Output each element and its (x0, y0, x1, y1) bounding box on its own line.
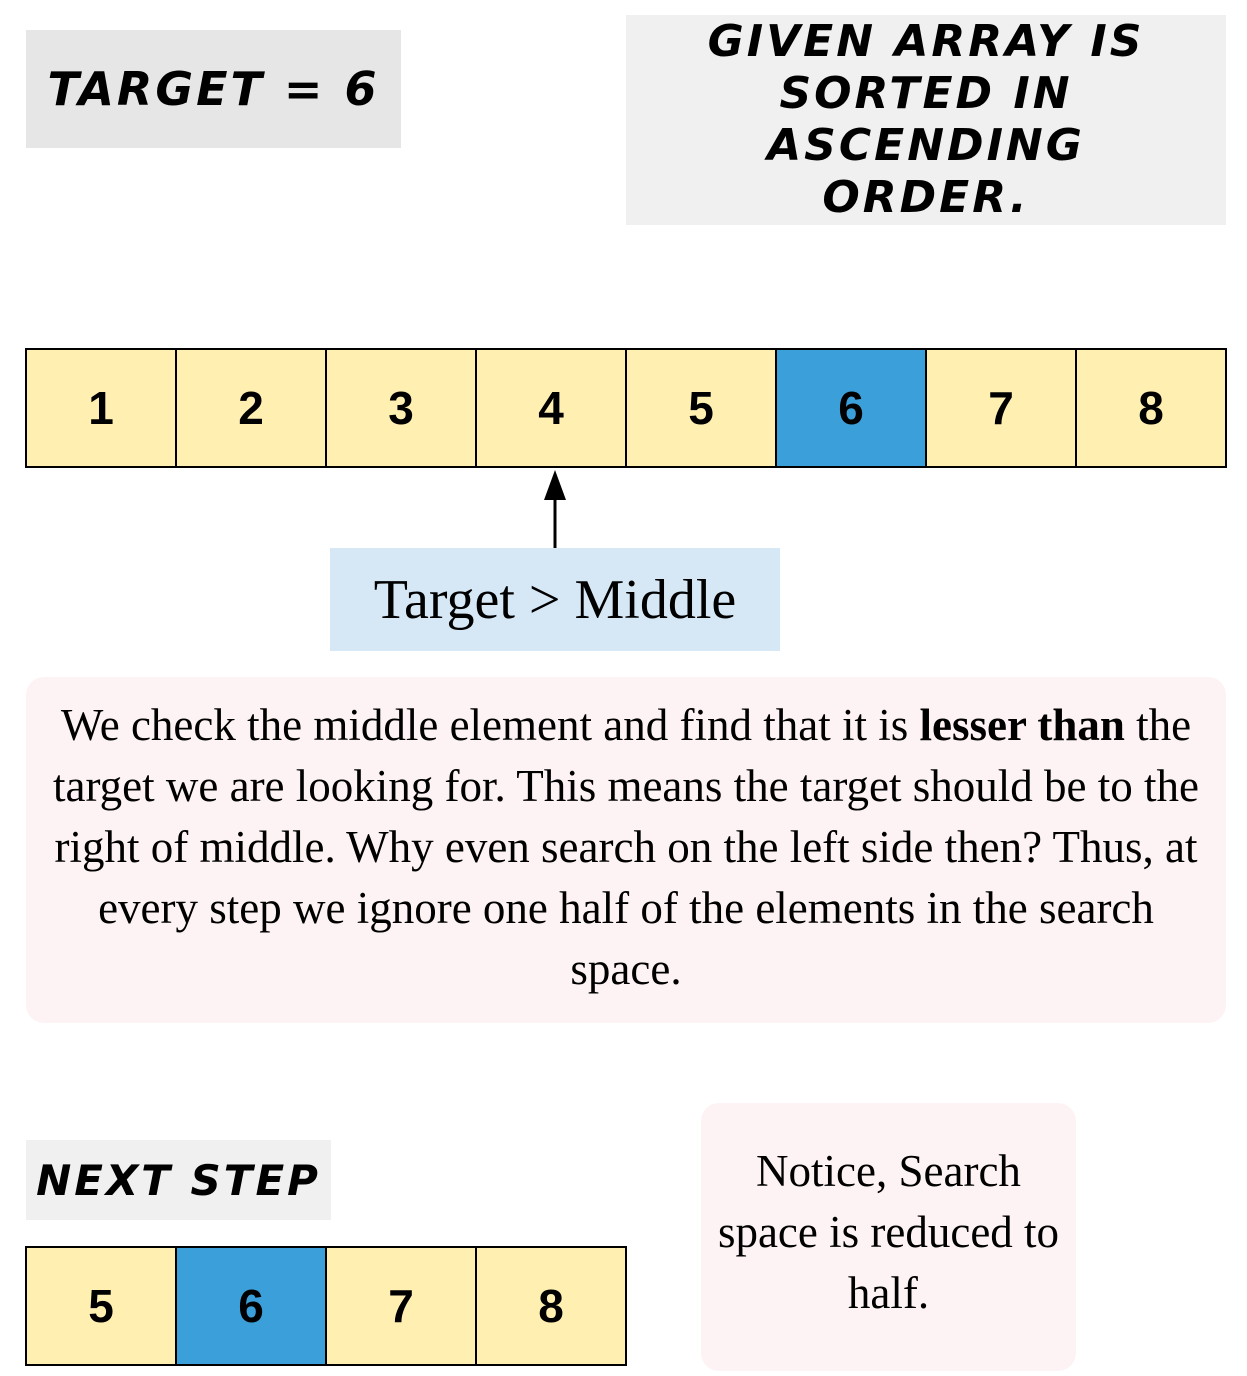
array-cell-target: 6 (777, 350, 927, 466)
sorted-note (626, 15, 1226, 225)
next-array-cell: 5 (27, 1248, 177, 1364)
notice-text: Notice, Search space is reduced to half. (717, 1146, 1060, 1318)
array-cell: 7 (927, 350, 1077, 466)
next-step-text: NEXT STEP (36, 1155, 321, 1205)
explanation-bold: lesser than (919, 700, 1125, 750)
explanation-part1: We check the middle element and find that it is (60, 700, 920, 750)
comparison-label (330, 548, 780, 651)
next-step-label (26, 1140, 331, 1220)
array-cell: 3 (327, 350, 477, 466)
middle-pointer-arrow-icon (540, 468, 570, 548)
main-array (25, 348, 1227, 468)
target-label-text: TARGET = 6 (47, 62, 380, 116)
comparison-text: Target > Middle (373, 568, 737, 631)
notice-note (701, 1103, 1076, 1371)
explanation-note (26, 677, 1226, 1023)
next-array (25, 1246, 627, 1366)
sorted-note-text: GIVEN ARRAY IS SORTED IN ASCENDING ORDER. (707, 16, 1145, 223)
array-cell: 5 (627, 350, 777, 466)
array-cell: 1 (27, 350, 177, 466)
next-array-cell: 7 (327, 1248, 477, 1364)
next-array-cell: 8 (477, 1248, 627, 1364)
array-cell: 8 (1077, 350, 1227, 466)
array-cell-middle: 4 (477, 350, 627, 466)
array-cell: 2 (177, 350, 327, 466)
explanation-part2: the target we are looking for. This means the target should be to the right of middle. Why even search on the left side then? Thus, at every step we ignore one half of the elements in the search space. (53, 700, 1199, 994)
target-label (26, 30, 401, 148)
next-array-cell-target: 6 (177, 1248, 327, 1364)
